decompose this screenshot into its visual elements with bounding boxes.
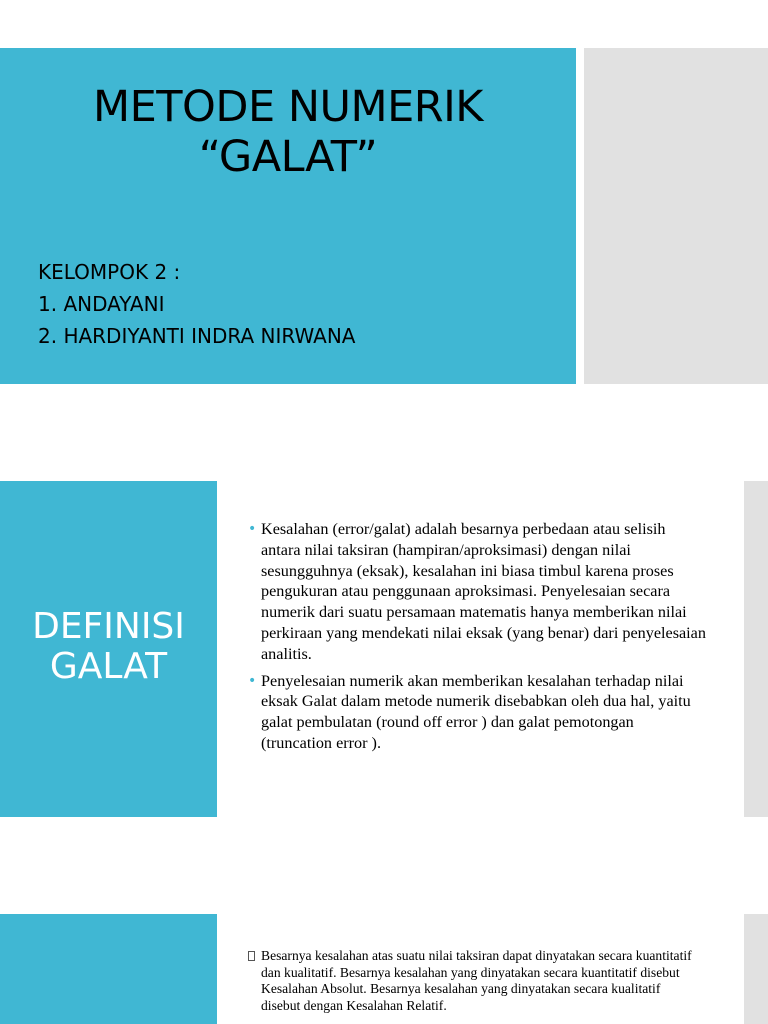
list-item [248, 948, 698, 1014]
bullet-text: Kesalahan (error/galat) adalah besarnya perbedaan atau selisih antara nilai taksiran (hampiran/aproksimasi) dengan nilai sesungguhnya (eksak), kesalahan ini biasa timbul karena proses pengukuran atau penggunaan aproksimasi. Penyelesaian secara numerik dari suatu persamaan matematis hanya memberikan nilai perkiraan yang mendekati nilai eksak (yang benar) dari penyelesaian analitis. [261, 520, 706, 663]
bullet-list [248, 948, 698, 1014]
bullet-text: Penyelesaian numerik akan memberikan kesalahan terhadap nilai eksak Galat dalam metode numerik disebabkan oleh dua hal, yaitu galat pembulatan (round off error ) dan galat pemotongan (truncation error ). [261, 671, 691, 752]
missing-glyph-bullet-icon [248, 951, 255, 961]
side-panel [744, 914, 768, 1024]
bullet-list [248, 519, 708, 760]
member-2: 2. HARDIYANTI INDRA NIRWANA [38, 324, 356, 348]
list-item [248, 519, 708, 665]
bullet-dot-icon: • [248, 521, 257, 537]
title-slide [0, 48, 768, 384]
list-item [248, 671, 708, 754]
title-panel [0, 48, 576, 384]
definition-slide [0, 481, 768, 817]
heading-panel [0, 481, 217, 817]
group-label: KELOMPOK 2 : [38, 260, 181, 284]
title-line-2: “GALAT” [198, 132, 378, 182]
side-panel [744, 481, 768, 817]
slide-heading [0, 607, 217, 687]
heading-line-1: DEFINISI [32, 606, 185, 647]
heading-panel [0, 914, 217, 1024]
heading-line-2: GALAT [49, 646, 168, 687]
bullet-text: Besarnya kesalahan atas suatu nilai taksiran dapat dinyatakan secara kuantitatif dan kualitatif. Besarnya kesalahan yang dinyatakan secara kuantitatif disebut Kesalahan Absolut. Besarnya kesalahan yang dinyatakan secara kualitatif disebut dengan Kesalahan Relatif. [261, 948, 692, 1013]
error-types-slide [0, 914, 768, 1024]
slide-title [0, 82, 576, 182]
title-line-1: METODE NUMERIK [93, 82, 483, 132]
bullet-dot-icon: • [248, 672, 257, 689]
side-panel [584, 48, 768, 384]
group-members [38, 256, 355, 352]
member-1: 1. ANDAYANI [38, 292, 165, 316]
